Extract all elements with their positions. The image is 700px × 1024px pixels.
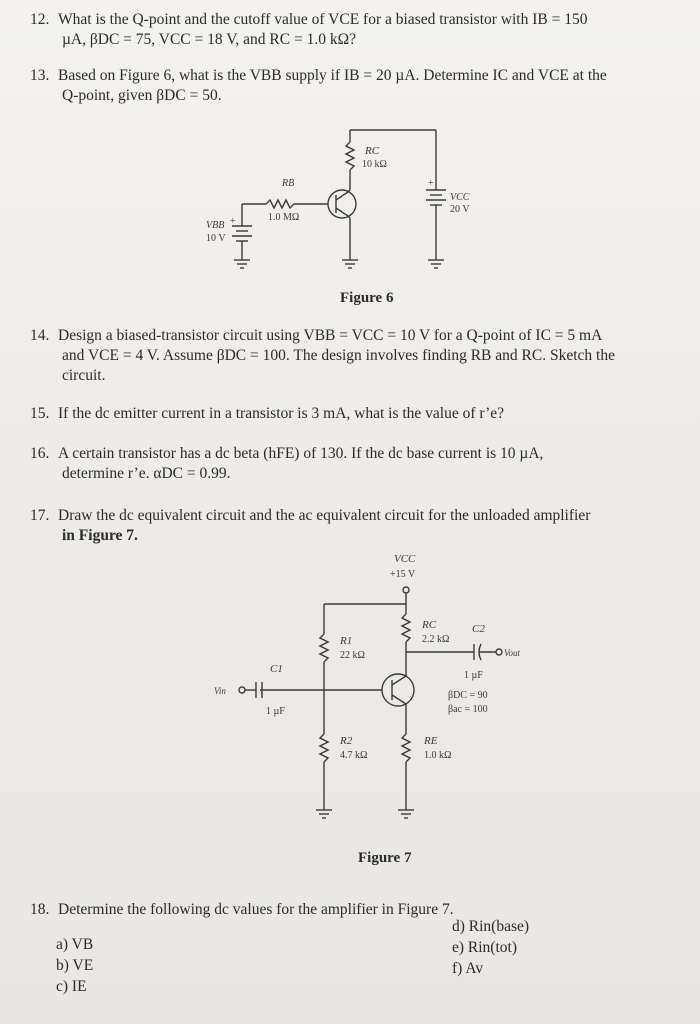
answer-item: e) Rin(tot)	[452, 939, 517, 956]
rb-value: 1.0 MΩ	[268, 212, 300, 223]
question-text-line: Determine the following dc values for the amplifier in Figure 7.	[58, 901, 454, 918]
question-14	[30, 326, 680, 386]
vcc-label: VCC	[394, 553, 416, 565]
question-16	[30, 444, 680, 484]
question-number: 12.	[30, 11, 50, 28]
figure-6-circuit	[190, 120, 490, 280]
r2-label: R2	[340, 735, 353, 747]
question-text-line: What is the Q-point and the cutoff value of VCE for a biased transistor with IB = 150	[58, 11, 588, 28]
question-number: 13.	[30, 67, 50, 84]
vbb-plus-sign: +	[230, 216, 236, 227]
answer-item: f) Av	[452, 960, 484, 977]
question-18-items-left	[56, 934, 93, 997]
question-13	[30, 66, 680, 106]
question-text-line: circuit.	[62, 367, 106, 384]
vcc-value: +15 V	[390, 569, 416, 580]
question-15	[30, 404, 680, 424]
question-12	[30, 10, 680, 50]
re-value: 1.0 kΩ	[424, 750, 452, 761]
answer-item: c) IE	[56, 978, 87, 995]
vcc-plus-sign: +	[428, 178, 434, 189]
rb-label: RB	[282, 178, 295, 189]
beta-dc-label: βDC = 90	[448, 690, 488, 701]
vout-label: Vout	[504, 648, 521, 658]
question-text-line: Q-point, given βDC = 50.	[62, 87, 222, 104]
c2-value: 1 µF	[464, 670, 483, 681]
question-text-line: Design a biased-transistor circuit using VBB = VCC = 10 V for a Q-point of IC = 5 mA	[58, 327, 603, 344]
c2-label: C2	[472, 623, 485, 635]
answer-item: d) Rin(base)	[452, 918, 530, 935]
rc-value: 10 kΩ	[362, 159, 387, 170]
re-label: RE	[424, 735, 438, 747]
question-text-line: in Figure 7.	[62, 527, 138, 544]
rc-value: 2.2 kΩ	[422, 634, 450, 645]
vbb-label: VBB	[206, 220, 225, 231]
vcc-value: 20 V	[450, 204, 470, 215]
r1-label: R1	[340, 635, 353, 647]
question-number: 16.	[30, 445, 50, 462]
question-text-line: If the dc emitter current in a transistor is 3 mA, what is the value of r’e?	[58, 405, 505, 422]
figure-7-caption: Figure 7	[358, 850, 412, 866]
question-text-line: determine r’e. αDC = 0.99.	[62, 465, 231, 482]
question-number: 14.	[30, 327, 50, 344]
vin-label: Vin	[214, 686, 226, 696]
question-text-line: Draw the dc equivalent circuit and the ac equivalent circuit for the unloaded amplifier	[58, 507, 591, 524]
question-text-line: and VCE = 4 V. Assume βDC = 100. The design involves finding RB and RC. Sketch the	[62, 347, 615, 364]
c1-label: C1	[270, 663, 283, 675]
r1-value: 22 kΩ	[340, 650, 365, 661]
answer-item: a) VB	[56, 936, 94, 953]
r2-value: 4.7 kΩ	[340, 750, 368, 761]
question-17	[30, 506, 680, 546]
beta-ac-label: βac = 100	[448, 704, 488, 715]
question-number: 18.	[30, 901, 50, 918]
c1-value: 1 µF	[266, 706, 285, 717]
question-text-line: Based on Figure 6, what is the VBB supply if IB = 20 µA. Determine IC and VCE at the	[58, 67, 607, 84]
question-text-line: µA, βDC = 75, VCC = 18 V, and RC = 1.0 kΩ?	[62, 31, 356, 48]
question-number: 15.	[30, 405, 50, 422]
question-18	[30, 900, 680, 920]
vcc-label: VCC	[450, 192, 470, 203]
rc-label: RC	[422, 619, 437, 631]
rc-label: RC	[365, 145, 380, 157]
question-18-items-right	[452, 916, 529, 979]
figure-6-caption: Figure 6	[340, 290, 394, 306]
question-text-line: A certain transistor has a dc beta (hFE) of 130. If the dc base current is 10 µA,	[58, 445, 544, 462]
vbb-value: 10 V	[206, 233, 226, 244]
figure-7-circuit	[200, 548, 560, 848]
question-number: 17.	[30, 507, 50, 524]
answer-item: b) VE	[56, 957, 94, 974]
